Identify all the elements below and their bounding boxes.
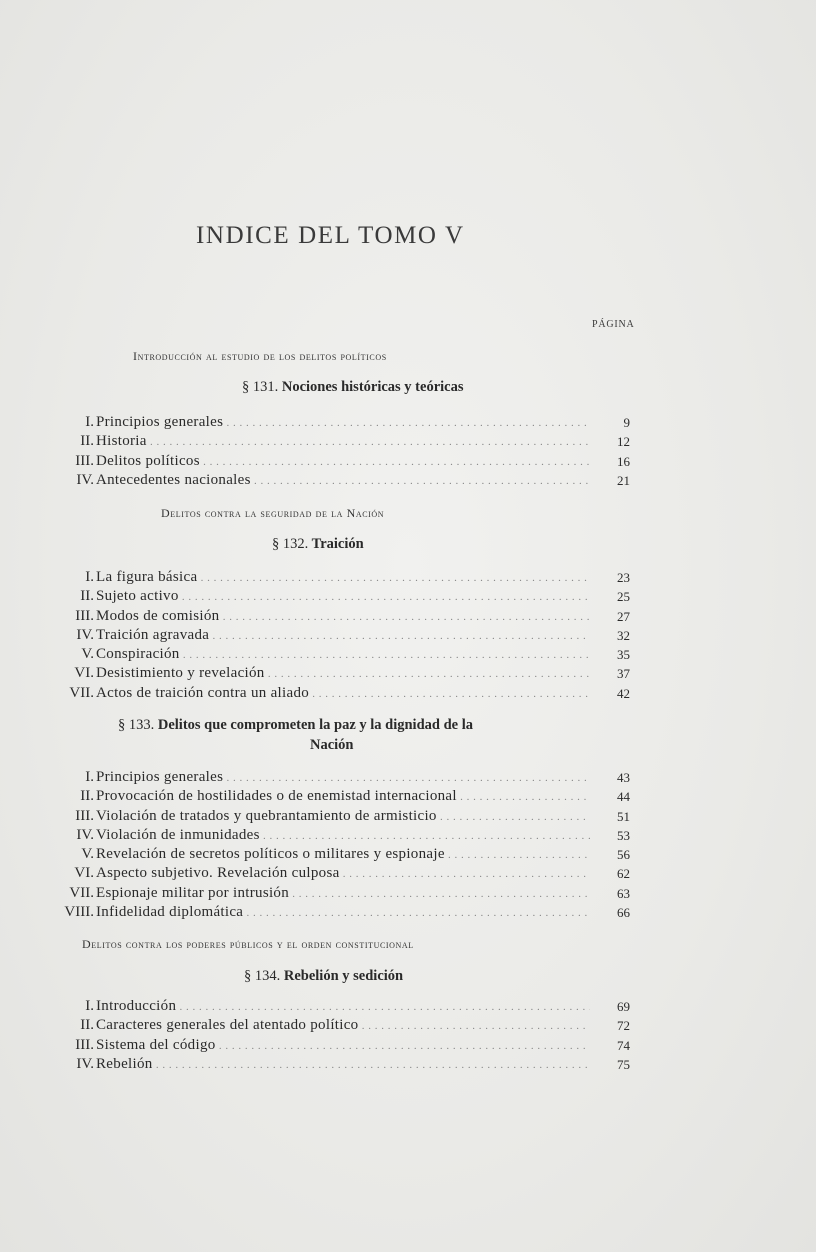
section-heading xyxy=(242,379,464,396)
toc-entry[interactable] xyxy=(40,845,630,864)
entry-label: Actos de traición contra un aliado . . . xyxy=(96,684,590,704)
toc-entry[interactable] xyxy=(40,864,630,883)
entry-label: Revelación de secretos políticos o militares y espionaje . . . xyxy=(96,845,590,865)
entry-list xyxy=(40,568,630,703)
part-heading: Introducción al estudio de los delitos políticos xyxy=(133,349,387,363)
toc-entry[interactable] xyxy=(40,826,630,845)
entry-page: 53 xyxy=(617,827,630,843)
entry-number: I. xyxy=(85,569,94,585)
entry-number: III. xyxy=(75,452,94,469)
entry-label: Traición agravada . . . xyxy=(96,626,590,646)
entry-page: 37 xyxy=(617,666,630,682)
entry-number: II. xyxy=(80,433,94,450)
entry-label: Violación de tratados y quebrantamiento de armisticio . . . xyxy=(96,807,590,827)
entry-label: Principios generales . . . xyxy=(96,768,590,788)
entry-page: 9 xyxy=(623,415,630,430)
toc-entry[interactable] xyxy=(40,684,630,703)
section-title: Traición xyxy=(311,536,364,552)
toc-entry[interactable] xyxy=(40,568,630,587)
entry-label: La figura básica . . . xyxy=(96,568,590,588)
entry-number: III. xyxy=(75,1036,94,1053)
entry-page: 66 xyxy=(617,905,630,921)
entry-number: IV. xyxy=(76,471,94,488)
section-heading xyxy=(244,968,403,985)
section-title: Rebelión y sedición xyxy=(283,968,404,984)
toc-entry[interactable] xyxy=(40,413,630,432)
entry-label: Infidelidad diplomática . . . xyxy=(96,903,590,923)
entry-page: 12 xyxy=(617,434,630,450)
toc-entry[interactable] xyxy=(40,1055,630,1074)
entry-number: VII. xyxy=(69,884,94,901)
entry-number: V. xyxy=(81,846,94,863)
entry-page: 62 xyxy=(617,866,630,882)
toc-entry[interactable] xyxy=(40,645,630,664)
entry-page: 25 xyxy=(617,589,630,605)
entry-number: V. xyxy=(81,646,94,663)
toc-entry[interactable] xyxy=(40,884,630,903)
part-heading: Delitos contra la seguridad de la Nación xyxy=(161,506,385,520)
entry-label: Principios generales . . . xyxy=(96,413,590,433)
entry-page: 56 xyxy=(617,847,630,863)
entry-number: VI. xyxy=(74,865,94,882)
entry-number: I. xyxy=(85,414,94,430)
entry-label: Antecedentes nacionales . . . xyxy=(96,471,590,491)
entry-page: 63 xyxy=(617,885,630,901)
entry-label: Historia . . . xyxy=(96,432,590,452)
section-heading xyxy=(118,717,473,734)
entry-label: Sistema del código . . . xyxy=(96,1036,590,1056)
entry-number: VIII. xyxy=(64,904,94,921)
entry-page: 74 xyxy=(617,1037,630,1053)
entry-number: II. xyxy=(80,588,94,605)
toc-entry[interactable] xyxy=(40,607,630,626)
section-title-continuation: Nación xyxy=(310,737,354,753)
toc-entry[interactable] xyxy=(40,452,630,471)
entry-label: Provocación de hostilidades o de enemistad internacional . . . xyxy=(96,787,590,807)
entry-number: IV. xyxy=(76,1055,94,1072)
entry-page: 21 xyxy=(617,472,630,488)
toc-entry[interactable] xyxy=(40,1036,630,1055)
entry-page: 23 xyxy=(617,570,630,585)
toc-entry[interactable] xyxy=(40,1016,630,1035)
entry-list xyxy=(40,997,630,1074)
entry-page: 35 xyxy=(617,647,630,663)
toc-entry[interactable] xyxy=(40,626,630,645)
entry-label: Rebelión . . . xyxy=(96,1055,590,1075)
entry-label: Aspecto subjetivo. Revelación culposa . . . xyxy=(96,864,590,884)
entry-number: I. xyxy=(85,769,94,785)
toc-entry[interactable] xyxy=(40,997,630,1016)
toc-entry[interactable] xyxy=(40,903,630,922)
toc-entry[interactable] xyxy=(40,787,630,806)
entry-number: I. xyxy=(85,998,94,1014)
page-title: INDICE DEL TOMO V xyxy=(196,222,465,249)
entry-page: 27 xyxy=(617,608,630,624)
entry-list xyxy=(40,413,630,490)
entry-label: Violación de inmunidades . . . xyxy=(96,826,590,846)
section-number: § 133. xyxy=(118,717,155,733)
toc-entry[interactable] xyxy=(40,664,630,683)
toc-entry[interactable] xyxy=(40,587,630,606)
entry-page: 75 xyxy=(617,1056,630,1072)
entry-page: 42 xyxy=(617,685,630,701)
toc-entry[interactable] xyxy=(40,768,630,787)
section-number: § 131. xyxy=(242,379,279,395)
entry-label: Caracteres generales del atentado político . . . xyxy=(96,1016,590,1036)
entry-number: III. xyxy=(75,807,94,824)
entry-number: II. xyxy=(80,788,94,805)
entry-page: 43 xyxy=(617,770,630,785)
entry-label: Introducción . . . xyxy=(96,997,590,1017)
entry-list xyxy=(40,768,630,922)
section-number: § 132. xyxy=(272,536,309,552)
entry-number: VII. xyxy=(69,684,94,701)
entry-number: III. xyxy=(75,607,94,624)
entry-label: Desistimiento y revelación . . . xyxy=(96,664,590,684)
entry-page: 16 xyxy=(617,453,630,469)
toc-entry[interactable] xyxy=(40,471,630,490)
toc-entry[interactable] xyxy=(40,807,630,826)
entry-page: 44 xyxy=(617,789,630,805)
section-number: § 134. xyxy=(244,968,281,984)
entry-number: II. xyxy=(80,1017,94,1034)
entry-label: Delitos políticos . . . xyxy=(96,452,590,472)
entry-label: Modos de comisión . . . xyxy=(96,607,590,627)
part-heading: Delitos contra los poderes públicos y el orden constitucional xyxy=(82,937,414,951)
entry-page: 72 xyxy=(617,1018,630,1034)
entry-page: 51 xyxy=(617,808,630,824)
entry-label: Sujeto activo . . . xyxy=(96,587,590,607)
toc-entry[interactable] xyxy=(40,432,630,451)
section-title: Nociones históricas y teóricas xyxy=(281,379,464,395)
entry-number: VI. xyxy=(74,665,94,682)
entry-number: IV. xyxy=(76,826,94,843)
page-column-label: PÁGINA xyxy=(592,319,635,330)
entry-number: IV. xyxy=(76,626,94,643)
section-title: Delitos que comprometen la paz y la dignidad de la xyxy=(157,717,473,733)
entry-page: 69 xyxy=(617,999,630,1014)
entry-label: Espionaje militar por intrusión . . . xyxy=(96,884,590,904)
entry-label: Conspiración . . . xyxy=(96,645,590,665)
section-heading xyxy=(272,536,364,553)
entry-page: 32 xyxy=(617,627,630,643)
